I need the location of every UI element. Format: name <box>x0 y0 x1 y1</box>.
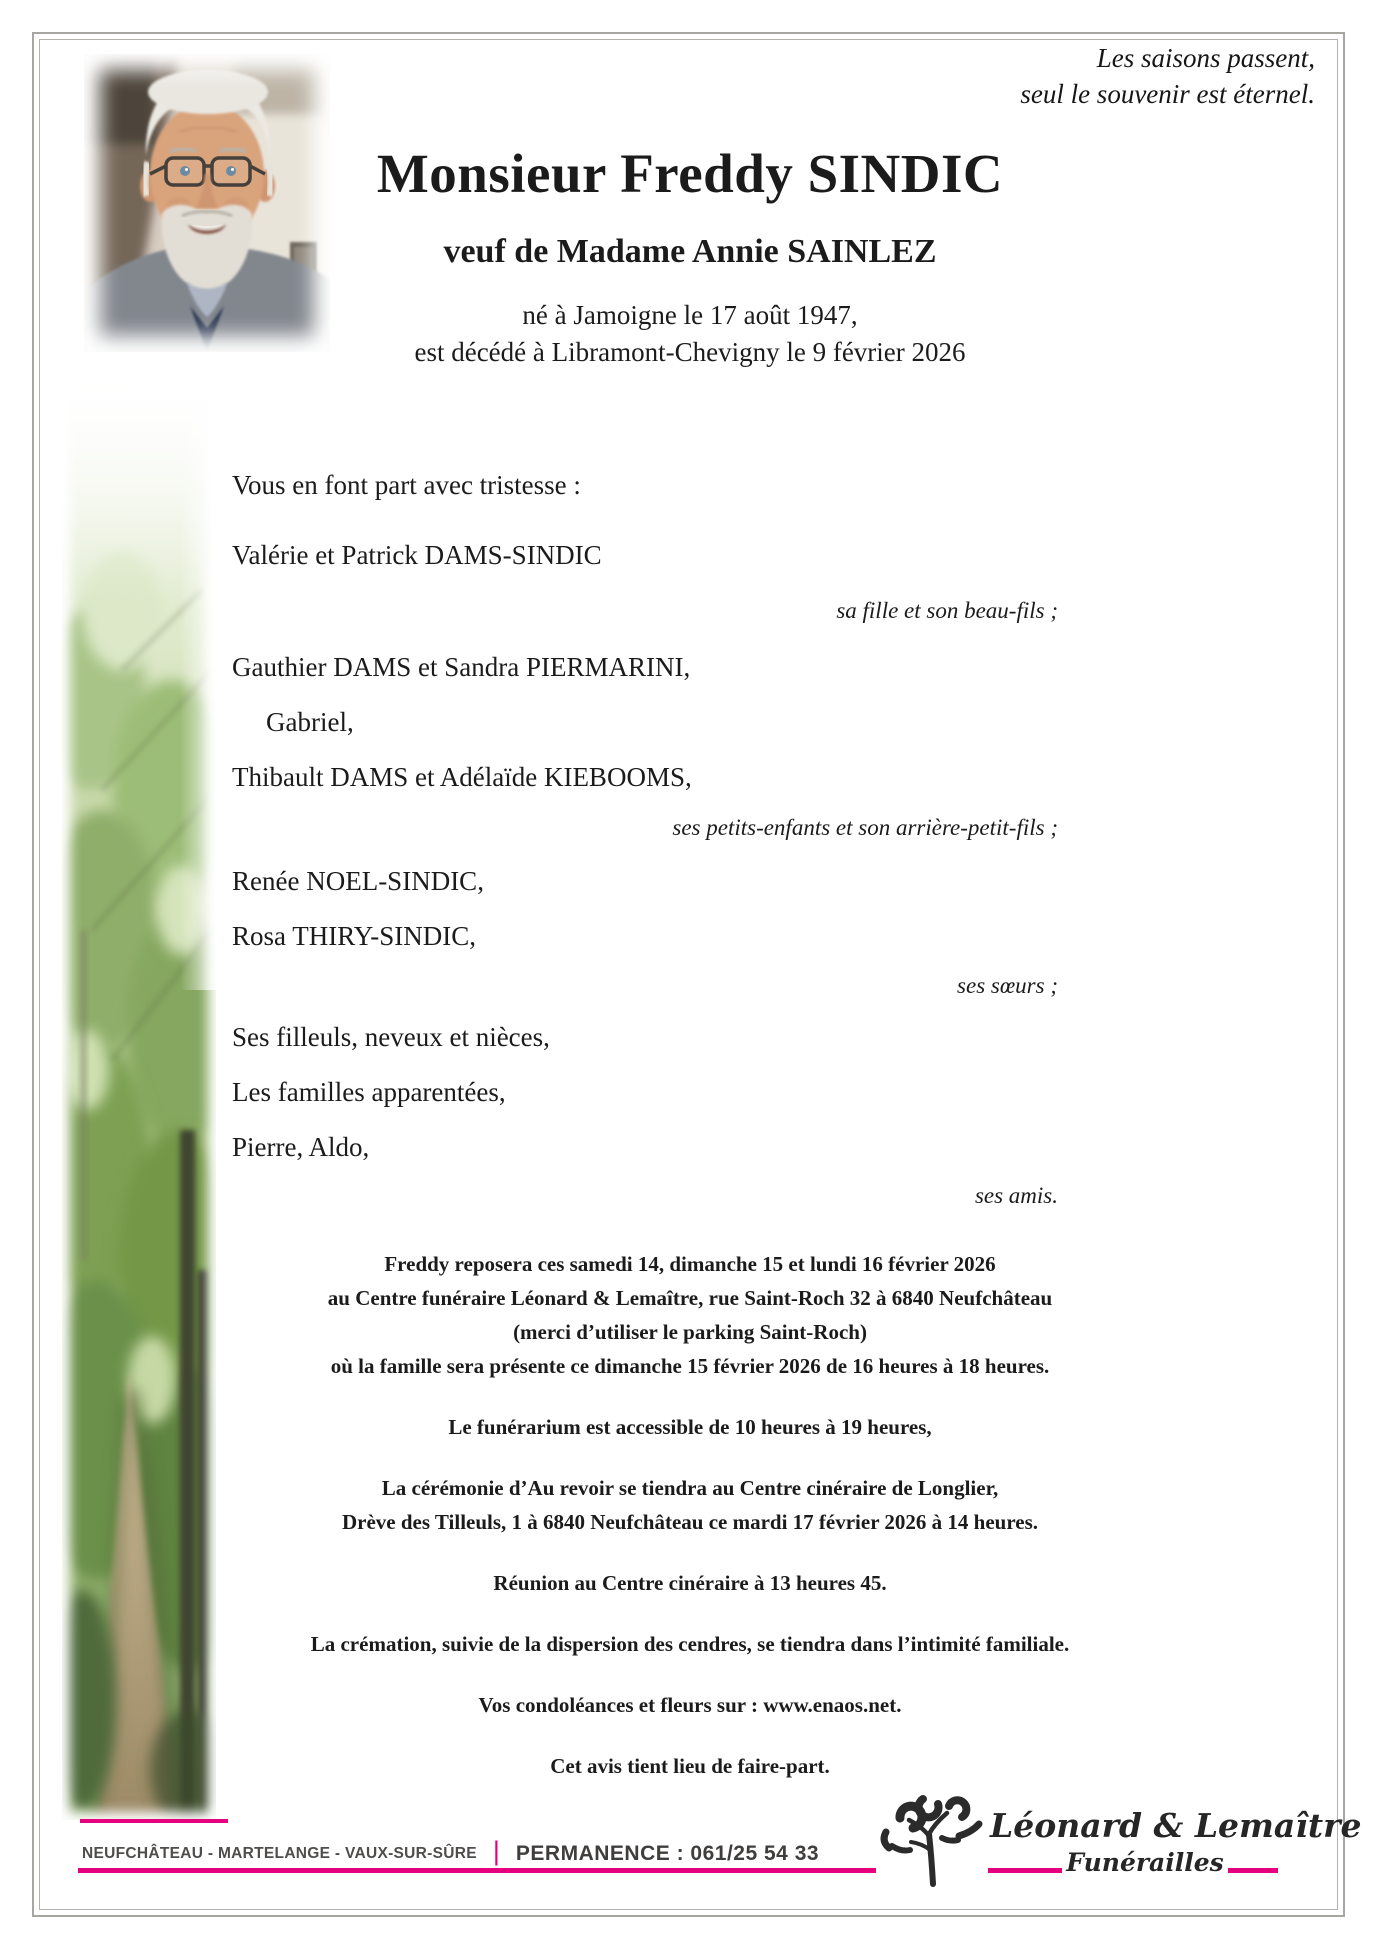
footer-separator: | <box>492 1836 500 1866</box>
funeral-home-subtitle: Funérailles <box>1062 1848 1228 1880</box>
family-member: Les familles apparentées, <box>232 1077 506 1107</box>
visitation-line: au Centre funéraire Léonard & Lemaître, rue Saint-Roch 32 à 6840 Neufchâteau <box>327 1286 1053 1310</box>
meeting-time-line: Réunion au Centre cinéraire à 13 heures 45. <box>493 1571 887 1595</box>
family-member: Gabriel, <box>266 707 354 737</box>
death-line: est décédé à Libramont-Chevigny le 9 février 2026 <box>414 337 966 367</box>
announcement-intro: Vous en font part avec tristesse : <box>232 470 581 500</box>
ceremony-location-line: Drève des Tilleuls, 1 à 6840 Neufchâteau ce mardi 17 février 2026 à 14 heures. <box>341 1510 1039 1534</box>
forest-path-photo <box>62 370 216 1820</box>
relation-label: sa fille et son beau-fils ; <box>836 598 1058 623</box>
tree-logo-icon <box>876 1786 988 1888</box>
epigraph-line-1: Les saisons passent, <box>1096 43 1315 73</box>
family-member: Rosa THIRY-SINDIC, <box>232 921 477 951</box>
footer-cities: NEUFCHÂTEAU - MARTELANGE - VAUX-SUR-SÛRE <box>82 1844 477 1862</box>
funeral-home-name: Léonard & Lemaître <box>990 1806 1362 1845</box>
family-member: Pierre, Aldo, <box>232 1132 370 1162</box>
funerarium-hours-line: Le funérarium est accessible de 10 heures à 19 heures, <box>448 1415 932 1439</box>
family-member: Valérie et Patrick DAMS-SINDIC <box>232 540 602 570</box>
footer-contact <box>82 1838 819 1869</box>
footer-permanence: PERMANENCE : 061/25 54 33 <box>515 1841 820 1865</box>
family-member: Thibault DAMS et Adélaïde KIEBOOMS, <box>232 762 692 792</box>
meeting-time-paragraph <box>228 1566 1152 1600</box>
epigraph <box>1020 40 1315 112</box>
epigraph-line-2: seul le souvenir est éternel. <box>1020 79 1315 109</box>
family-member: Ses filleuls, neveux et nièces, <box>232 1022 550 1052</box>
condolences-url: Vos condoléances et fleurs sur : www.enaos.net. <box>478 1693 902 1717</box>
family-member: Gauthier DAMS et Sandra PIERMARINI, <box>232 652 691 682</box>
cremation-paragraph <box>228 1627 1152 1661</box>
forest-path-art <box>62 370 216 1820</box>
visitation-line: où la famille sera présente ce dimanche 15 février 2026 de 16 heures à 18 heures. <box>330 1354 1050 1378</box>
ceremony-details <box>228 1247 1152 1810</box>
visitation-line: (merci d’utiliser le parking Saint-Roch) <box>513 1320 867 1344</box>
relation-label: ses petits-enfants et son arrière-petit-fils ; <box>672 815 1058 840</box>
header <box>210 142 1170 371</box>
photo-underline-bar <box>80 1819 228 1823</box>
condolences-paragraph <box>228 1688 1152 1722</box>
visitation-paragraph <box>228 1247 1152 1383</box>
birth-death-dates <box>210 297 1170 371</box>
visitation-line: Freddy reposera ces samedi 14, dimanche 15 et lundi 16 février 2026 <box>384 1252 996 1276</box>
relation-label: ses sœurs ; <box>957 973 1058 998</box>
cremation-line: La crémation, suivie de la dispersion des cendres, se tiendra dans l’intimité familiale. <box>310 1632 1070 1656</box>
relation-label: ses amis. <box>974 1183 1058 1208</box>
notice-line: Cet avis tient lieu de faire-part. <box>550 1754 830 1778</box>
ceremony-location-paragraph <box>228 1471 1152 1539</box>
funerarium-hours-paragraph <box>228 1410 1152 1444</box>
ceremony-location-line: La cérémonie d’Au revoir se tiendra au Centre cinéraire de Longlier, <box>381 1476 999 1500</box>
widower-subtitle: veuf de Madame Annie SAINLEZ <box>443 233 937 270</box>
family-member: Renée NOEL-SINDIC, <box>232 866 484 896</box>
deceased-name-title: Monsieur Freddy SINDIC <box>376 143 1004 204</box>
notice-paragraph <box>228 1749 1152 1783</box>
birth-line: né à Jamoigne le 17 août 1947, <box>522 300 858 330</box>
